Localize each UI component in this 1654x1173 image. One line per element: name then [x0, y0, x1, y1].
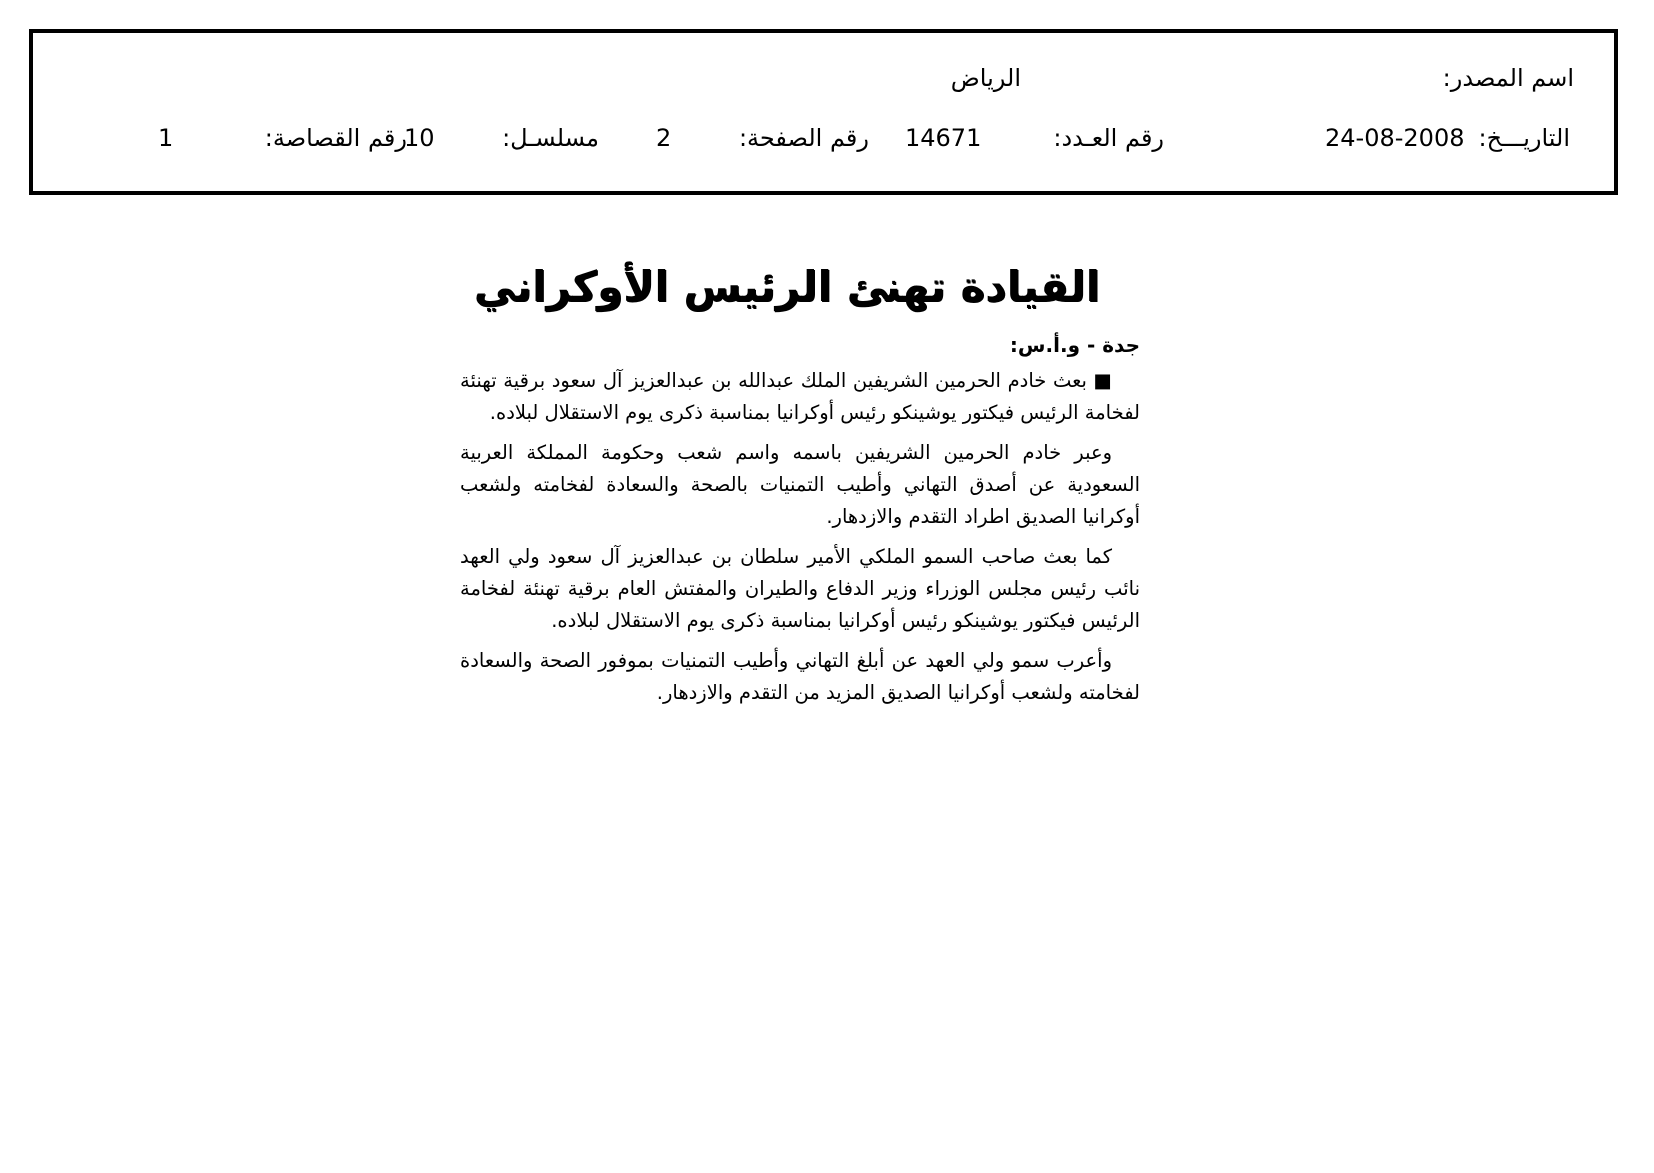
date-value: 24-08-2008: [1325, 124, 1465, 152]
serial-label: مسلسـل:: [502, 124, 599, 152]
dateline: جدة - و.أ.س:: [1009, 333, 1140, 357]
clipping-header-box: [29, 29, 1618, 195]
page-value: 2: [656, 124, 672, 152]
page-label: رقم الصفحة:: [738, 124, 869, 152]
paragraph-2: وعبر خادم الحرمين الشريفين باسمه واسم شعب وحكومة المملكة العربية السعودية عن أصدق التهاني وأطيب التمنيات بالصحة والسعادة لفخامته ولشعب أوكرانيا الصديق اطراد التقدم والازدهار.: [460, 441, 1140, 528]
headline: القيادة تهنئ الرئيس الأوكراني: [473, 262, 1100, 311]
source-value: الرياض: [950, 64, 1021, 92]
source-label: اسم المصدر:: [1442, 64, 1574, 92]
paragraph-1: ■ بعث خادم الحرمين الشريفين الملك عبدالله بن عبدالعزيز آل سعود برقية تهنئة لفخامة الرئيس فيكتور يوشينكو رئيس أوكرانيا بمناسبة ذكرى يوم الاستقلال لبلاده.: [460, 369, 1140, 424]
serial-value: 10: [404, 124, 435, 152]
date-label: التاريـــخ:: [1478, 124, 1570, 152]
clipping-value: 1: [158, 124, 174, 152]
issue-value: 14671: [905, 124, 982, 152]
clipping-label: رقم القصاصة:: [264, 124, 407, 152]
paragraph-3: كما بعث صاحب السمو الملكي الأمير سلطان بن عبدالعزيز آل سعود ولي العهد نائب رئيس مجلس الوزراء وزير الدفاع والطيران والمفتش العام برقية تهنئة لفخامة الرئيس فيكتور يوشينكو رئيس أوكرانيا بمناسبة ذكرى يوم الاستقلال لبلاده.: [460, 545, 1140, 632]
article-body: [460, 365, 1140, 717]
paragraph-4: وأعرب سمو ولي العهد عن أبلغ التهاني وأطيب التمنيات بموفور الصحة والسعادة لفخامته ولشعب أوكرانيا الصديق المزيد من التقدم والازدهار.: [460, 649, 1140, 704]
issue-label: رقم العـدد:: [1053, 124, 1164, 152]
